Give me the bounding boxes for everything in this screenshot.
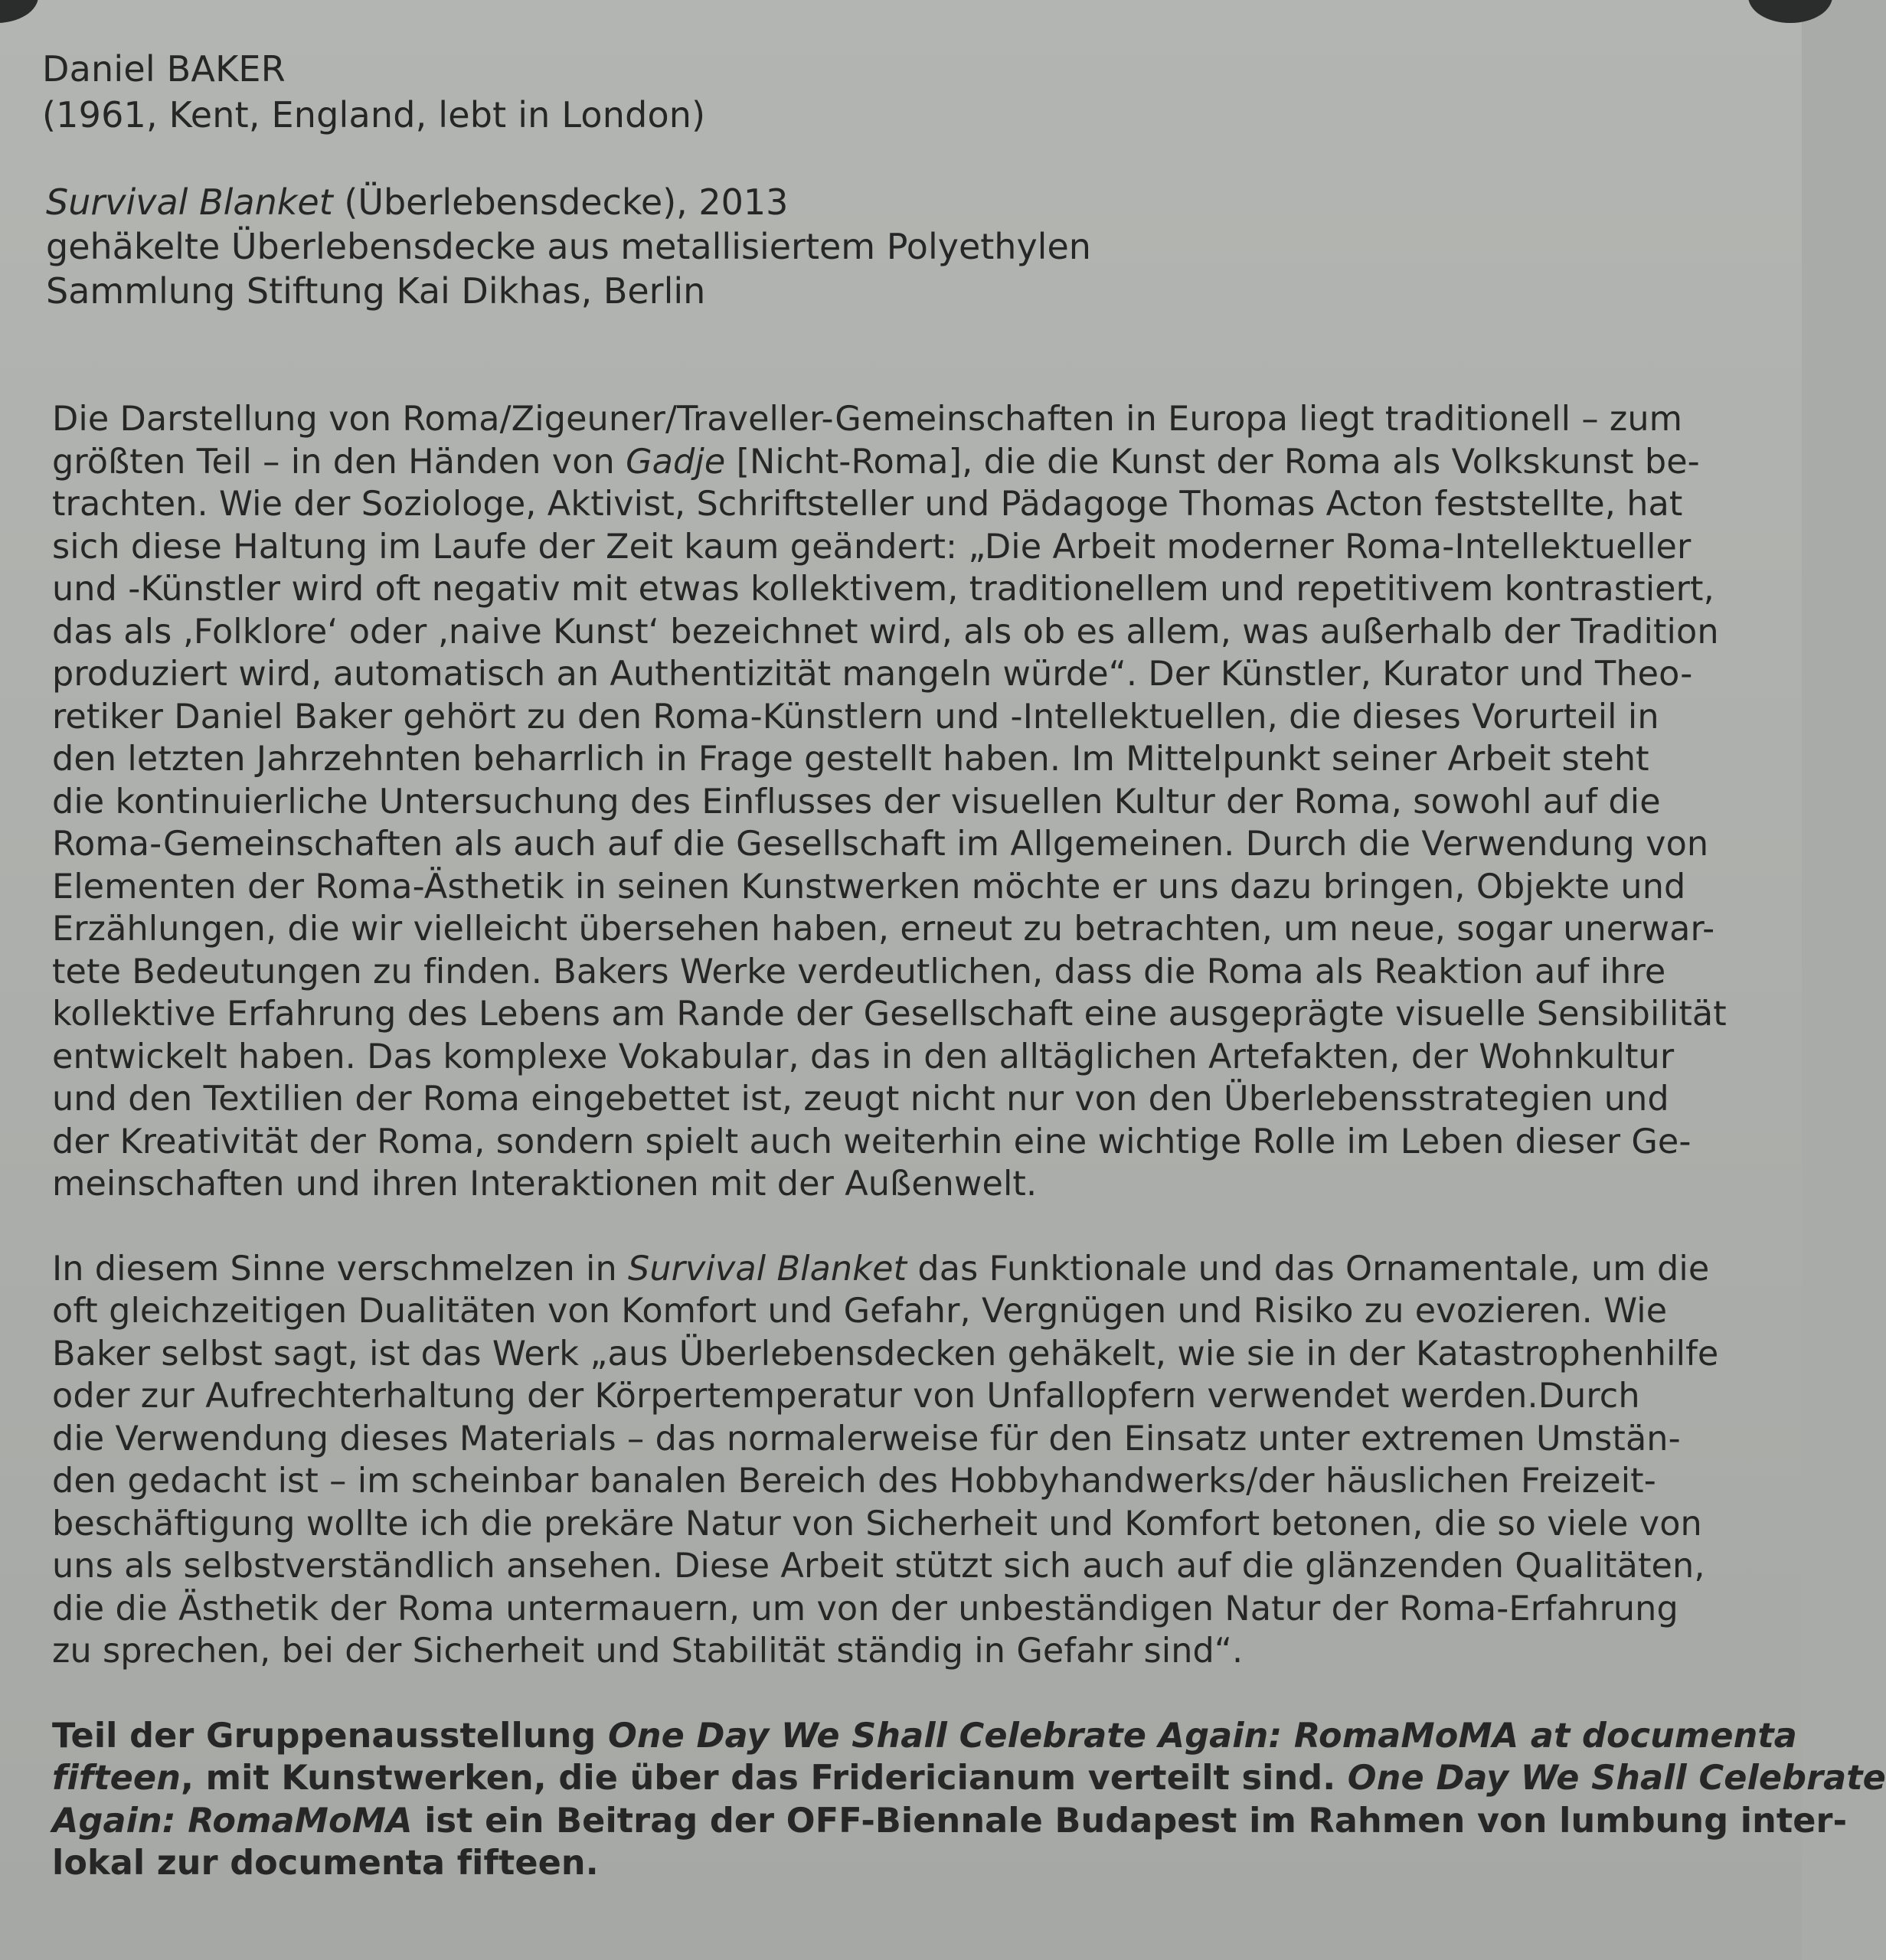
magnet-right [1748,0,1832,23]
text-line: die Verwendung dieses Materials – das normalerweise für den Einsatz unter extremen Umstän- [52,1419,1681,1459]
text-segment: In diesem Sinne verschmelzen in [52,1249,629,1289]
text-line: kollektive Erfahrung des Lebens am Rande der Gesellschaft eine ausgeprägte visuelle Sensibilität [52,995,1727,1034]
italic-segment: Again: RomaMoMA [52,1801,413,1841]
text-line: meinschaften und ihren Interaktionen mit der Außenwelt. [52,1165,1038,1204]
work-title-rest: (Überlebensdecke), 2013 [332,181,789,223]
text-line: Elementen der Roma-Ästhetik in seinen Kunstwerken möchte er uns dazu bringen, Objekte und [52,867,1686,906]
text-line: die kontinuierliche Untersuchung des Einflusses der visuellen Kultur der Roma, sowohl auf die [52,782,1661,822]
text-line: lokal zur documenta fifteen. [52,1844,599,1883]
work-title [46,180,1091,224]
text-line [52,1800,1848,1843]
text-line [52,1248,1710,1291]
text-line: Roma-Gemeinschaften als auch auf die Gesellschaft im Allgemeinen. Durch die Verwendung von [52,825,1709,864]
text-line: trachten. Wie der Soziologe, Aktivist, Schriftsteller und Pädagoge Thomas Acton feststellte, hat [52,485,1683,524]
work-material: gehäkelte Überlebensdecke aus metallisiertem Polyethylen [46,226,1091,267]
text-line: sich diese Haltung im Laufe der Zeit kaum geändert: „Die Arbeit moderner Roma-Intellektueller [52,527,1692,567]
paragraph-2 [52,1248,1719,1673]
text-line: Erzählungen, die wir vielleicht übersehen haben, erneut zu betrachten, um neue, sogar unerwar- [52,910,1715,949]
text-line: zu sprechen, bei der Sicherheit und Stabilität ständig in Gefahr sind“. [52,1632,1244,1671]
text-line: und den Textilien der Roma eingebettet ist, zeugt nicht nur von den Überlebensstrategien und [52,1080,1669,1119]
text-line [52,1715,1797,1758]
text-segment: das Funktionale und das Ornamentale, um die [907,1249,1710,1289]
italic-segment: One Day We Shall Celebrate [1347,1759,1886,1798]
paragraph-1 [52,398,1727,1206]
text-line: die die Ästhetik der Roma untermauern, um von der unbeständigen Natur der Roma-Erfahrung [52,1589,1678,1628]
text-line: und -Künstler wird oft negativ mit etwas kollektivem, traditionellem und repetitivem kontrastiert, [52,570,1714,609]
text-line: das als ‚Folklore‘ oder ‚naive Kunst‘ bezeichnet wird, als ob es allem, was außerhalb der Tradition [52,612,1719,652]
text-line: oft gleichzeitigen Dualitäten von Komfort und Gefahr, Vergnügen und Risiko zu evozieren. Wie [52,1292,1668,1331]
work-info [46,180,1091,313]
text-line: tete Bedeutungen zu finden. Bakers Werke verdeutlichen, dass die Roma als Reaktion auf ihre [52,952,1666,991]
description-text [52,398,1886,1885]
artist-bio: (1961, Kent, England, lebt in London) [42,94,706,136]
text-segment: [Nicht-Roma], die die Kunst der Roma als Volkskunst be- [725,442,1700,482]
paragraph-3 [52,1715,1886,1885]
text-line: uns als selbstverständlich ansehen. Diese Arbeit stützt sich auch auf die glänzenden Qualitäten, [52,1547,1705,1586]
text-line: oder zur Aufrechterhaltung der Körpertemperatur von Unfallopfern verwendet werden.Durch [52,1377,1640,1416]
text-segment: größten Teil – in den Händen von [52,442,626,482]
italic-segment: One Day We Shall Celebrate Again: RomaMoMA at documenta [607,1716,1797,1756]
text-line: der Kreativität der Roma, sondern spielt auch weiterhin eine wichtige Rolle im Leben dieser Ge- [52,1122,1692,1161]
text-line [52,1757,1886,1800]
text-line [52,441,1698,484]
magnet-left [0,0,38,23]
artist-header [42,46,705,138]
text-line: entwickelt haben. Das komplexe Vokabular, das in den alltäglichen Artefakten, der Wohnkultur [52,1037,1675,1076]
text-line: den letzten Jahrzehnten beharrlich in Frage gestellt haben. Im Mittelpunkt seiner Arbeit steht [52,740,1649,779]
text-line: den gedacht ist – im scheinbar banalen Bereich des Hobbyhandwerks/der häuslichen Freizeit- [52,1462,1656,1501]
text-line: Baker selbst sagt, ist das Werk „aus Überlebensdecken gehäkelt, wie sie in der Katastrophenhilfe [52,1334,1719,1374]
text-segment: ist ein Beitrag der OFF-Biennale Budapest im Rahmen von lumbung inter- [412,1801,1848,1841]
text-line: retiker Daniel Baker gehört zu den Roma-Künstlern und -Intellektuellen, die dieses Vorurteil in [52,697,1659,737]
italic-segment: Gadje [626,442,726,482]
work-collection: Sammlung Stiftung Kai Dikhas, Berlin [46,270,706,312]
text-line: produziert wird, automatisch an Authentizität mangeln würde“. Der Künstler, Kurator und Theo- [52,655,1693,694]
artist-name: Daniel BAKER [42,48,286,90]
work-title-italic: Survival Blanket [46,181,333,223]
italic-segment: fifteen [52,1759,181,1798]
text-line: beschäftigung wollte ich die prekäre Natur von Sicherheit und Komfort betonen, die so viele von [52,1504,1702,1544]
text-line: Die Darstellung von Roma/Zigeuner/Traveller-Gemeinschaften in Europa liegt traditionell – zum [52,400,1683,439]
text-segment: Teil der Gruppenausstellung [52,1716,608,1756]
text-segment: , mit Kunstwerken, die über das Fridericianum verteilt sind. [181,1759,1348,1798]
italic-segment: Survival Blanket [628,1249,907,1289]
